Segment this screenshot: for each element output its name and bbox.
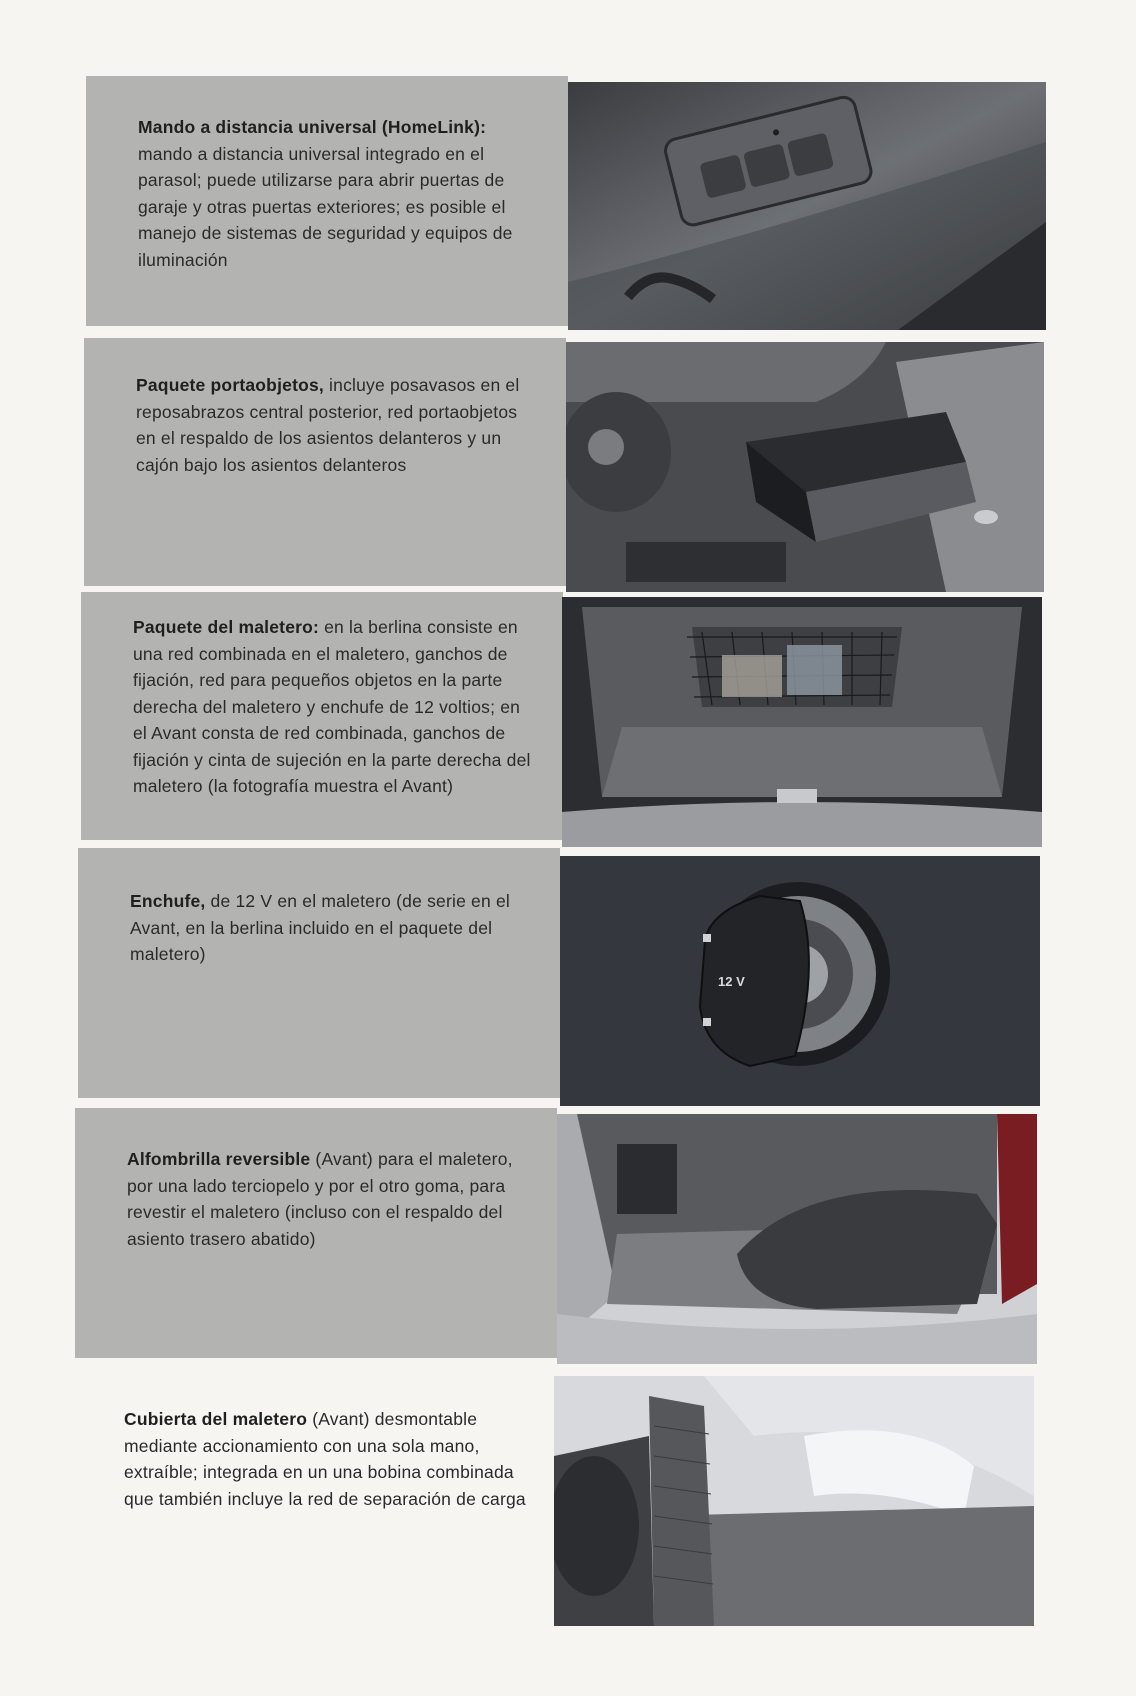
feature-title: Paquete del maletero: — [133, 617, 320, 637]
feature-description: (Avant) para el maletero, por una lado terciopelo y por el otro goma, para revestir el maletero (incluso con el respaldo del asiento trasero abatido) — [127, 1149, 513, 1249]
feature-title: Cubierta del maletero — [124, 1409, 308, 1429]
feature-description: en la berlina consiste en una red combinada en el maletero, ganchos de fijación, red para pequeños objetos en la parte derecha del maletero y enchufe de 12 voltios; en el Avant consta de red combinada, ganchos de fijación y cinta de sujeción en la parte derecha del maletero (la fotografía muestra el Avant) — [133, 617, 531, 796]
feature-text-panel — [84, 338, 566, 586]
feature-title: Paquete portaobjetos, — [136, 375, 324, 395]
trunk-cover-photo — [554, 1376, 1034, 1626]
feature-description: mando a distancia universal integrado en el parasol; puede utilizarse para abrir puertas de garaje y otras puertas exteriores; es posible el manejo de sistemas de seguridad y equipos de iluminación — [138, 143, 513, 270]
trunk-net-photo — [562, 597, 1042, 847]
feature-text-panel — [75, 1108, 557, 1358]
feature-description: incluye posavasos en el reposabrazos central posterior, red portaobjetos en el respaldo de los asientos delanteros y un cajón bajo los asientos delanteros — [136, 375, 520, 475]
feature-text-panel — [86, 76, 568, 326]
feature-text-panel — [72, 1370, 554, 1620]
feature-text-panel — [81, 592, 563, 840]
homelink-photo — [568, 82, 1046, 330]
feature-title: Mando a distancia universal (HomeLink): — [138, 117, 487, 137]
feature-description: (Avant) desmontable mediante accionamiento con una sola mano, extraíble; integrada en un una bobina combinada que también incluye la red de separación de carga — [124, 1409, 526, 1509]
feature-title: Enchufe, — [130, 891, 206, 911]
feature-text-panel — [78, 848, 560, 1098]
12v-socket-photo — [560, 856, 1040, 1106]
storage-drawer-photo — [566, 342, 1044, 592]
feature-description: de 12 V en el maletero (de serie en el Avant, en la berlina incluido en el paquete del maletero) — [130, 891, 511, 964]
feature-title: Alfombrilla reversible — [127, 1149, 311, 1169]
12v-label: 12 V — [718, 974, 745, 989]
reversible-mat-photo — [557, 1114, 1037, 1364]
